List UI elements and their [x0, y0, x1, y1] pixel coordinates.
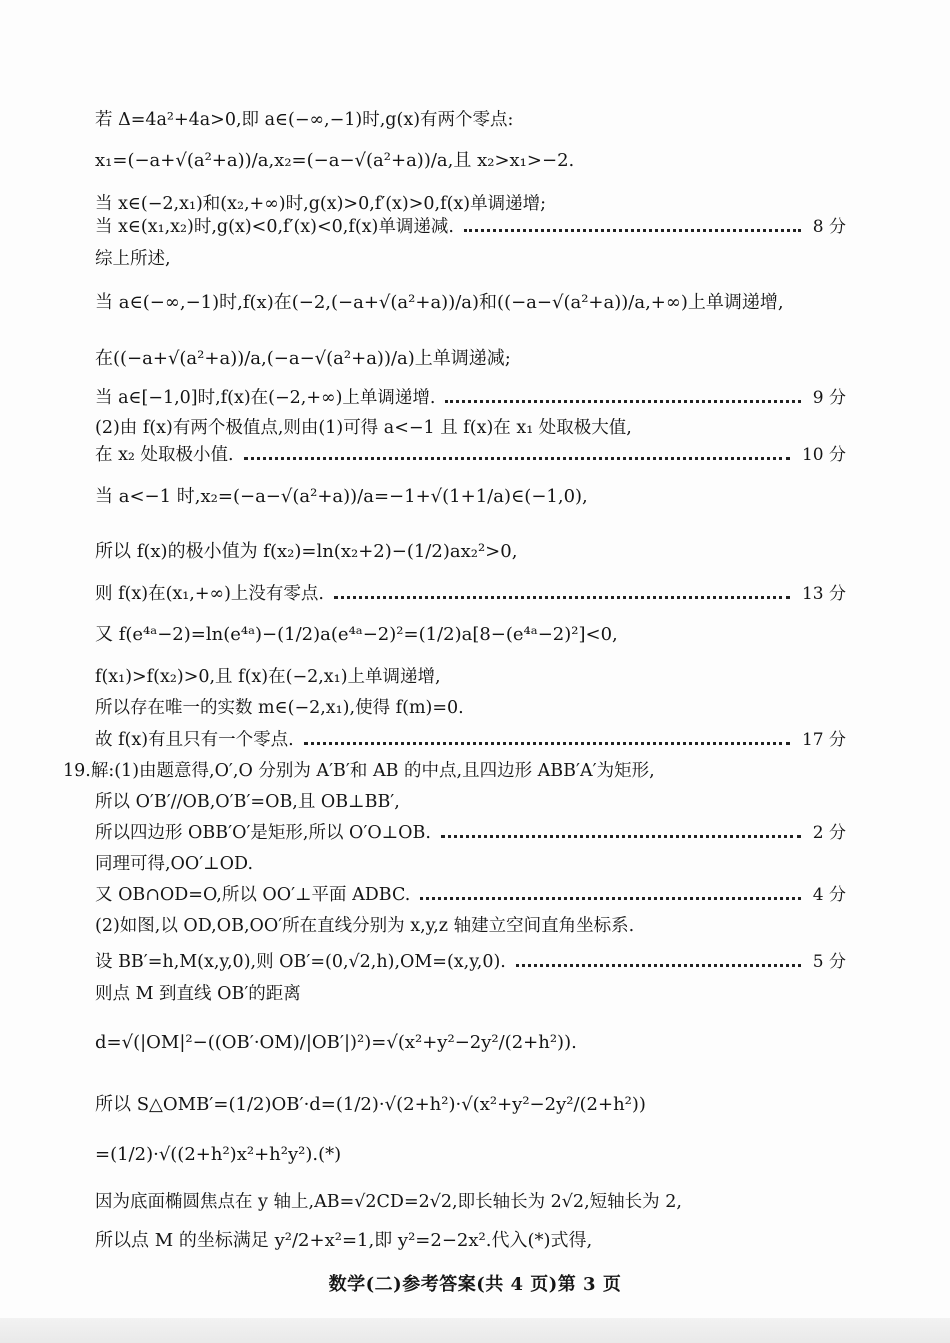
text-line-scored: 则 f(x)在(x₁,+∞)上没有零点. 13 分: [95, 584, 846, 605]
text-line: 所以存在唯一的实数 m∈(−2,x₁),使得 f(m)=0.: [95, 698, 464, 718]
leader-dots: [334, 596, 790, 599]
text-line: 当 a∈(−∞,−1)时,f(x)在(−2,(−a+√(a²+a))/a)和((−a−√(a²+a))/a,+∞)上单调递增,: [95, 292, 784, 313]
text-line: 当 a<−1 时,x₂=(−a−√(a²+a))/a=−1+√(1+1/a)∈(−1,0),: [95, 486, 588, 507]
leader-dots: [441, 835, 801, 838]
text-line: 19.解:(1)由题意得,O′,O 分别为 A′B′和 AB 的中点,且四边形 ABB′A′为矩形,: [63, 761, 655, 781]
text-line: 又 f(e⁴ᵃ−2)=ln(e⁴ᵃ)−(1/2)a(e⁴ᵃ−2)²=(1/2)a[8−(e⁴ᵃ−2)²]<0,: [95, 624, 618, 645]
text-line: =(1/2)·√((2+h²)x²+h²y²).(*): [95, 1144, 342, 1165]
text-line-scored: 当 x∈(x₁,x₂)时,g(x)<0,f′(x)<0,f(x)单调递减. 8 分: [95, 217, 846, 238]
text-line-scored: 在 x₂ 处取极小值. 10 分: [95, 445, 846, 466]
score: 9 分: [812, 388, 846, 409]
text-line: f(x₁)>f(x₂)>0,且 f(x)在(−2,x₁)上单调递增,: [95, 667, 441, 687]
text-line-scored: 当 a∈[−1,0]时,f(x)在(−2,+∞)上单调递增. 9 分: [95, 388, 846, 409]
text-line: 所以 S△OMB′=(1/2)OB′·d=(1/2)·√(2+h²)·√(x²+y²−2y²/(2+h²)): [95, 1094, 646, 1115]
leader-dots: [516, 964, 801, 967]
text-line: 同理可得,OO′⊥OD.: [95, 854, 254, 874]
leader-dots: [420, 897, 800, 900]
score: 13 分: [801, 584, 846, 605]
text-line: 所以 f(x)的极小值为 f(x₂)=ln(x₂+2)−(1/2)ax₂²>0,: [95, 541, 518, 562]
text-line-scored: 又 OB∩OD=O,所以 OO′⊥平面 ADBC. 4 分: [95, 885, 846, 906]
text-line: 当 x∈(−2,x₁)和(x₂,+∞)时,g(x)>0,f′(x)>0,f(x)单调递增;: [95, 194, 547, 214]
text-line: 所以 O′B′//OB,O′B′=OB,且 OB⊥BB′,: [95, 792, 400, 812]
text-line: 综上所述,: [95, 249, 171, 269]
score: 5 分: [812, 952, 846, 973]
leader-dots: [445, 400, 800, 403]
score: 4 分: [812, 885, 846, 906]
leader-dots: [244, 457, 790, 460]
text-line: 则点 M 到直线 OB′的距离: [95, 984, 301, 1004]
text-line: 在((−a+√(a²+a))/a,(−a−√(a²+a))/a)上单调递减;: [95, 348, 511, 369]
text-line: (2)由 f(x)有两个极值点,则由(1)可得 a<−1 且 f(x)在 x₁ 处取极大值,: [95, 418, 632, 438]
text-line-scored: 故 f(x)有且只有一个零点. 17 分: [95, 730, 846, 751]
text-line: 因为底面椭圆焦点在 y 轴上,AB=√2CD=2√2,即长轴长为 2√2,短轴长为 2,: [95, 1192, 682, 1212]
text-line-scored: 所以四边形 OBB′O′是矩形,所以 O′O⊥OB. 2 分: [95, 823, 846, 844]
leader-dots: [304, 742, 790, 745]
text-line: (2)如图,以 OD,OB,OO′所在直线分别为 x,y,z 轴建立空间直角坐标系.: [95, 916, 635, 936]
text-line: 若 Δ=4a²+4a>0,即 a∈(−∞,−1)时,g(x)有两个零点:: [95, 110, 514, 130]
text-line: 所以点 M 的坐标满足 y²/2+x²=1,即 y²=2−2x².代入(*)式得,: [95, 1230, 593, 1251]
text-line: x₁=(−a+√(a²+a))/a,x₂=(−a−√(a²+a))/a,且 x₂>x₁>−2.: [95, 150, 575, 171]
page-footer: 数学(二)参考答案(共 4 页)第 3 页: [328, 1274, 622, 1295]
text-line-scored: 设 BB′=h,M(x,y,0),则 OB′=(0,√2,h),OM=(x,y,0). 5 分: [95, 952, 846, 973]
score: 17 分: [801, 730, 846, 751]
score: 8 分: [812, 217, 846, 238]
score: 2 分: [812, 823, 846, 844]
score: 10 分: [801, 445, 846, 466]
page-edge: [0, 1318, 950, 1343]
text-line: d=√(|OM|²−((OB′·OM)/|OB′|)²)=√(x²+y²−2y²/(2+h²)).: [95, 1032, 577, 1053]
leader-dots: [464, 229, 801, 232]
